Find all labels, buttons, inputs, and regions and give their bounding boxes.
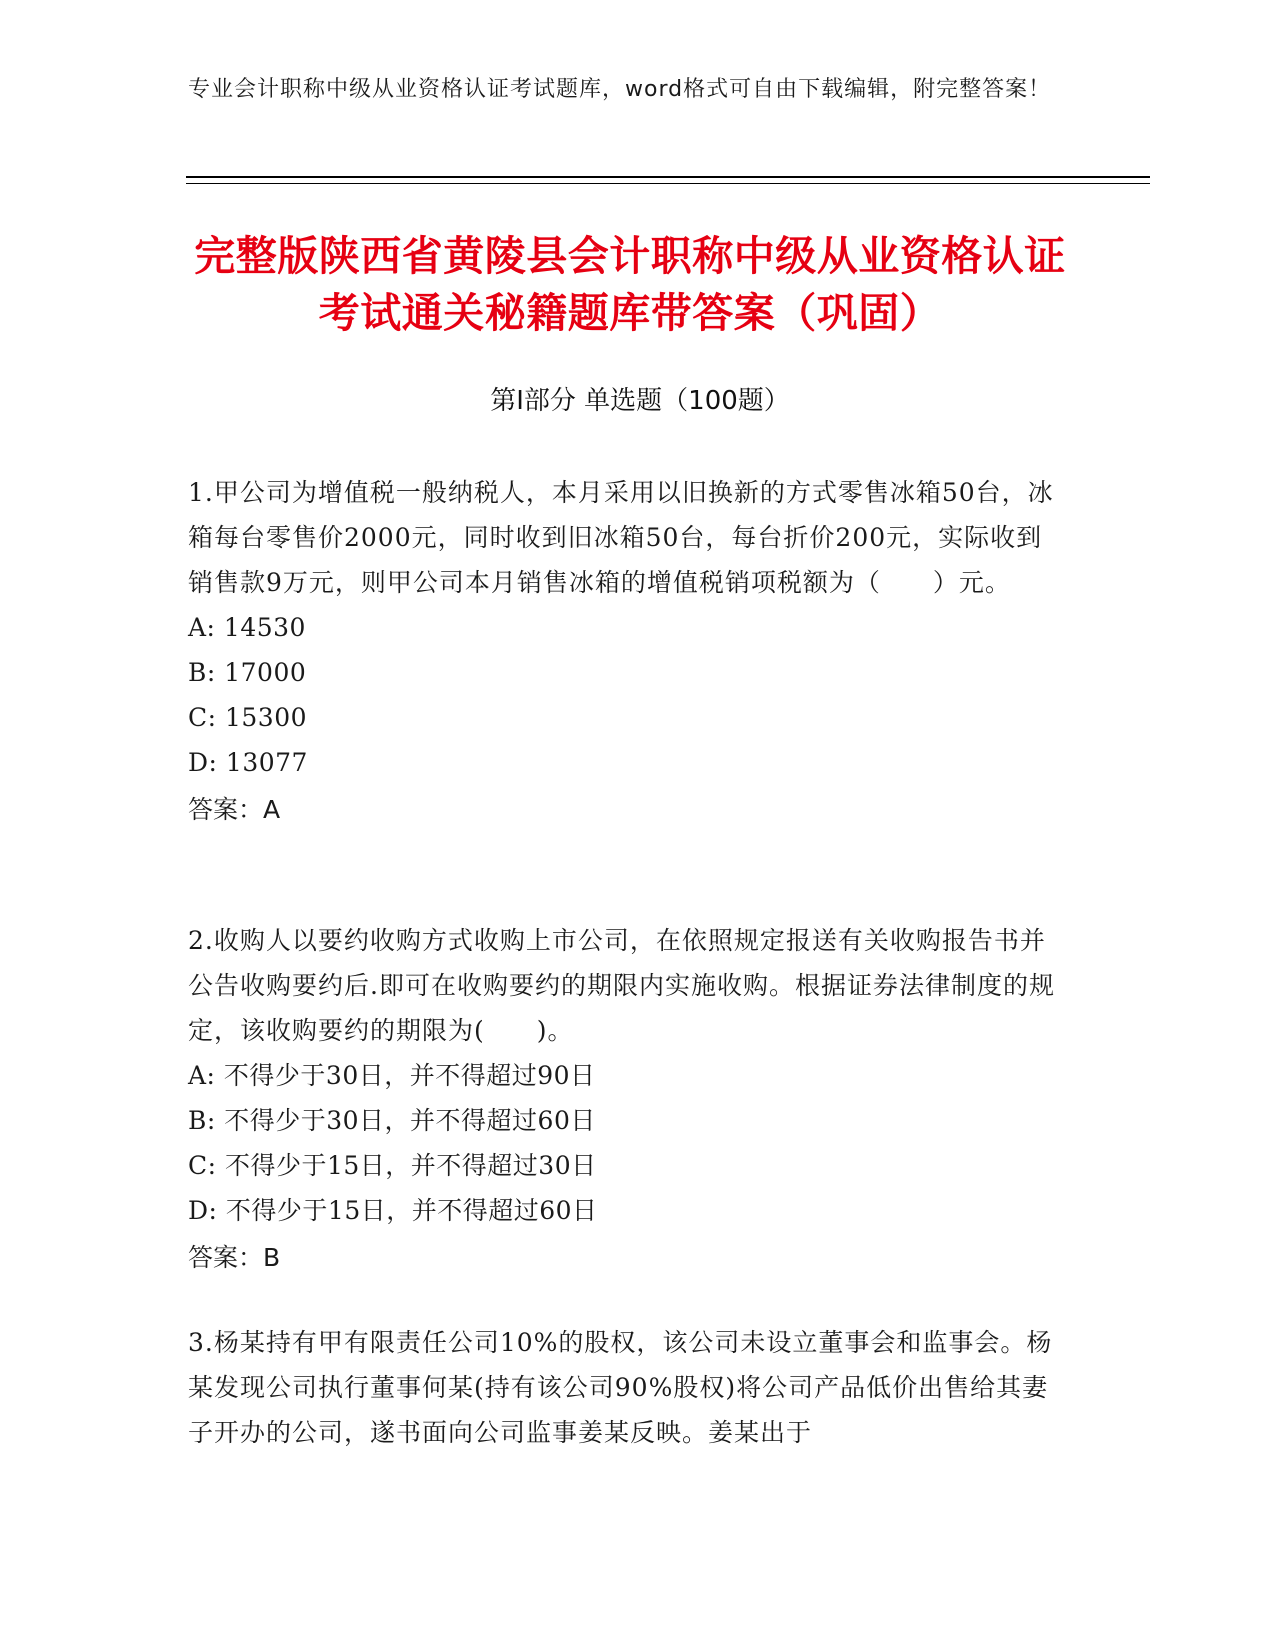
- option-b: B: 不得少于30日，并不得超过60日: [188, 1106, 596, 1135]
- header-rule-thin: [186, 183, 1150, 184]
- question-3: [188, 1320, 1068, 1455]
- question-text: 3.杨某持有甲有限责任公司10%的股权，该公司未设立董事会和监事会。杨某发现公司执行董事何某(持有该公司90%股权)将公司产品低价出售给其妻子开办的公司，遂书面向公司监事姜某反映。姜某出于: [188, 1328, 1053, 1447]
- section-title: 第Ⅰ部分 单选题（100题）: [490, 386, 790, 416]
- option-c: C: 15300: [188, 703, 308, 732]
- question-text: 1.甲公司为增值税一般纳税人，本月采用以旧换新的方式零售冰箱50台，冰箱每台零售价2000元，同时收到旧冰箱50台，每台折价200元，实际收到销售款9万元，则甲公司本月销售冰箱的增值税销项税额为（ ）元。: [188, 478, 1054, 597]
- header-rule-thick: [186, 176, 1150, 178]
- option-c: C: 不得少于15日，并不得超过30日: [188, 1151, 597, 1180]
- document-title: 完整版陕西省黄陵县会计职称中级从业资格认证考试通关秘籍题库带答案（巩固）: [194, 232, 1066, 337]
- answer: 答案：A: [188, 795, 281, 824]
- header-note: 专业会计职称中级从业资格认证考试题库，word格式可自由下载编辑，附完整答案！: [188, 77, 1052, 102]
- question-text: 2.收购人以要约收购方式收购上市公司，在依照规定报送有关收购报告书并公告收购要约后.即可在收购要约的期限内实施收购。根据证券法律制度的规定，该收购要约的期限为( )。: [188, 926, 1055, 1045]
- option-a: A: 不得少于30日，并不得超过90日: [188, 1061, 596, 1090]
- question-2: [188, 918, 1068, 1280]
- option-d: D: 13077: [188, 748, 308, 777]
- option-a: A: 14530: [188, 613, 306, 642]
- option-b: B: 17000: [188, 658, 307, 687]
- answer: 答案：B: [188, 1243, 281, 1272]
- option-d: D: 不得少于15日，并不得超过60日: [188, 1196, 598, 1225]
- question-1: [188, 470, 1068, 832]
